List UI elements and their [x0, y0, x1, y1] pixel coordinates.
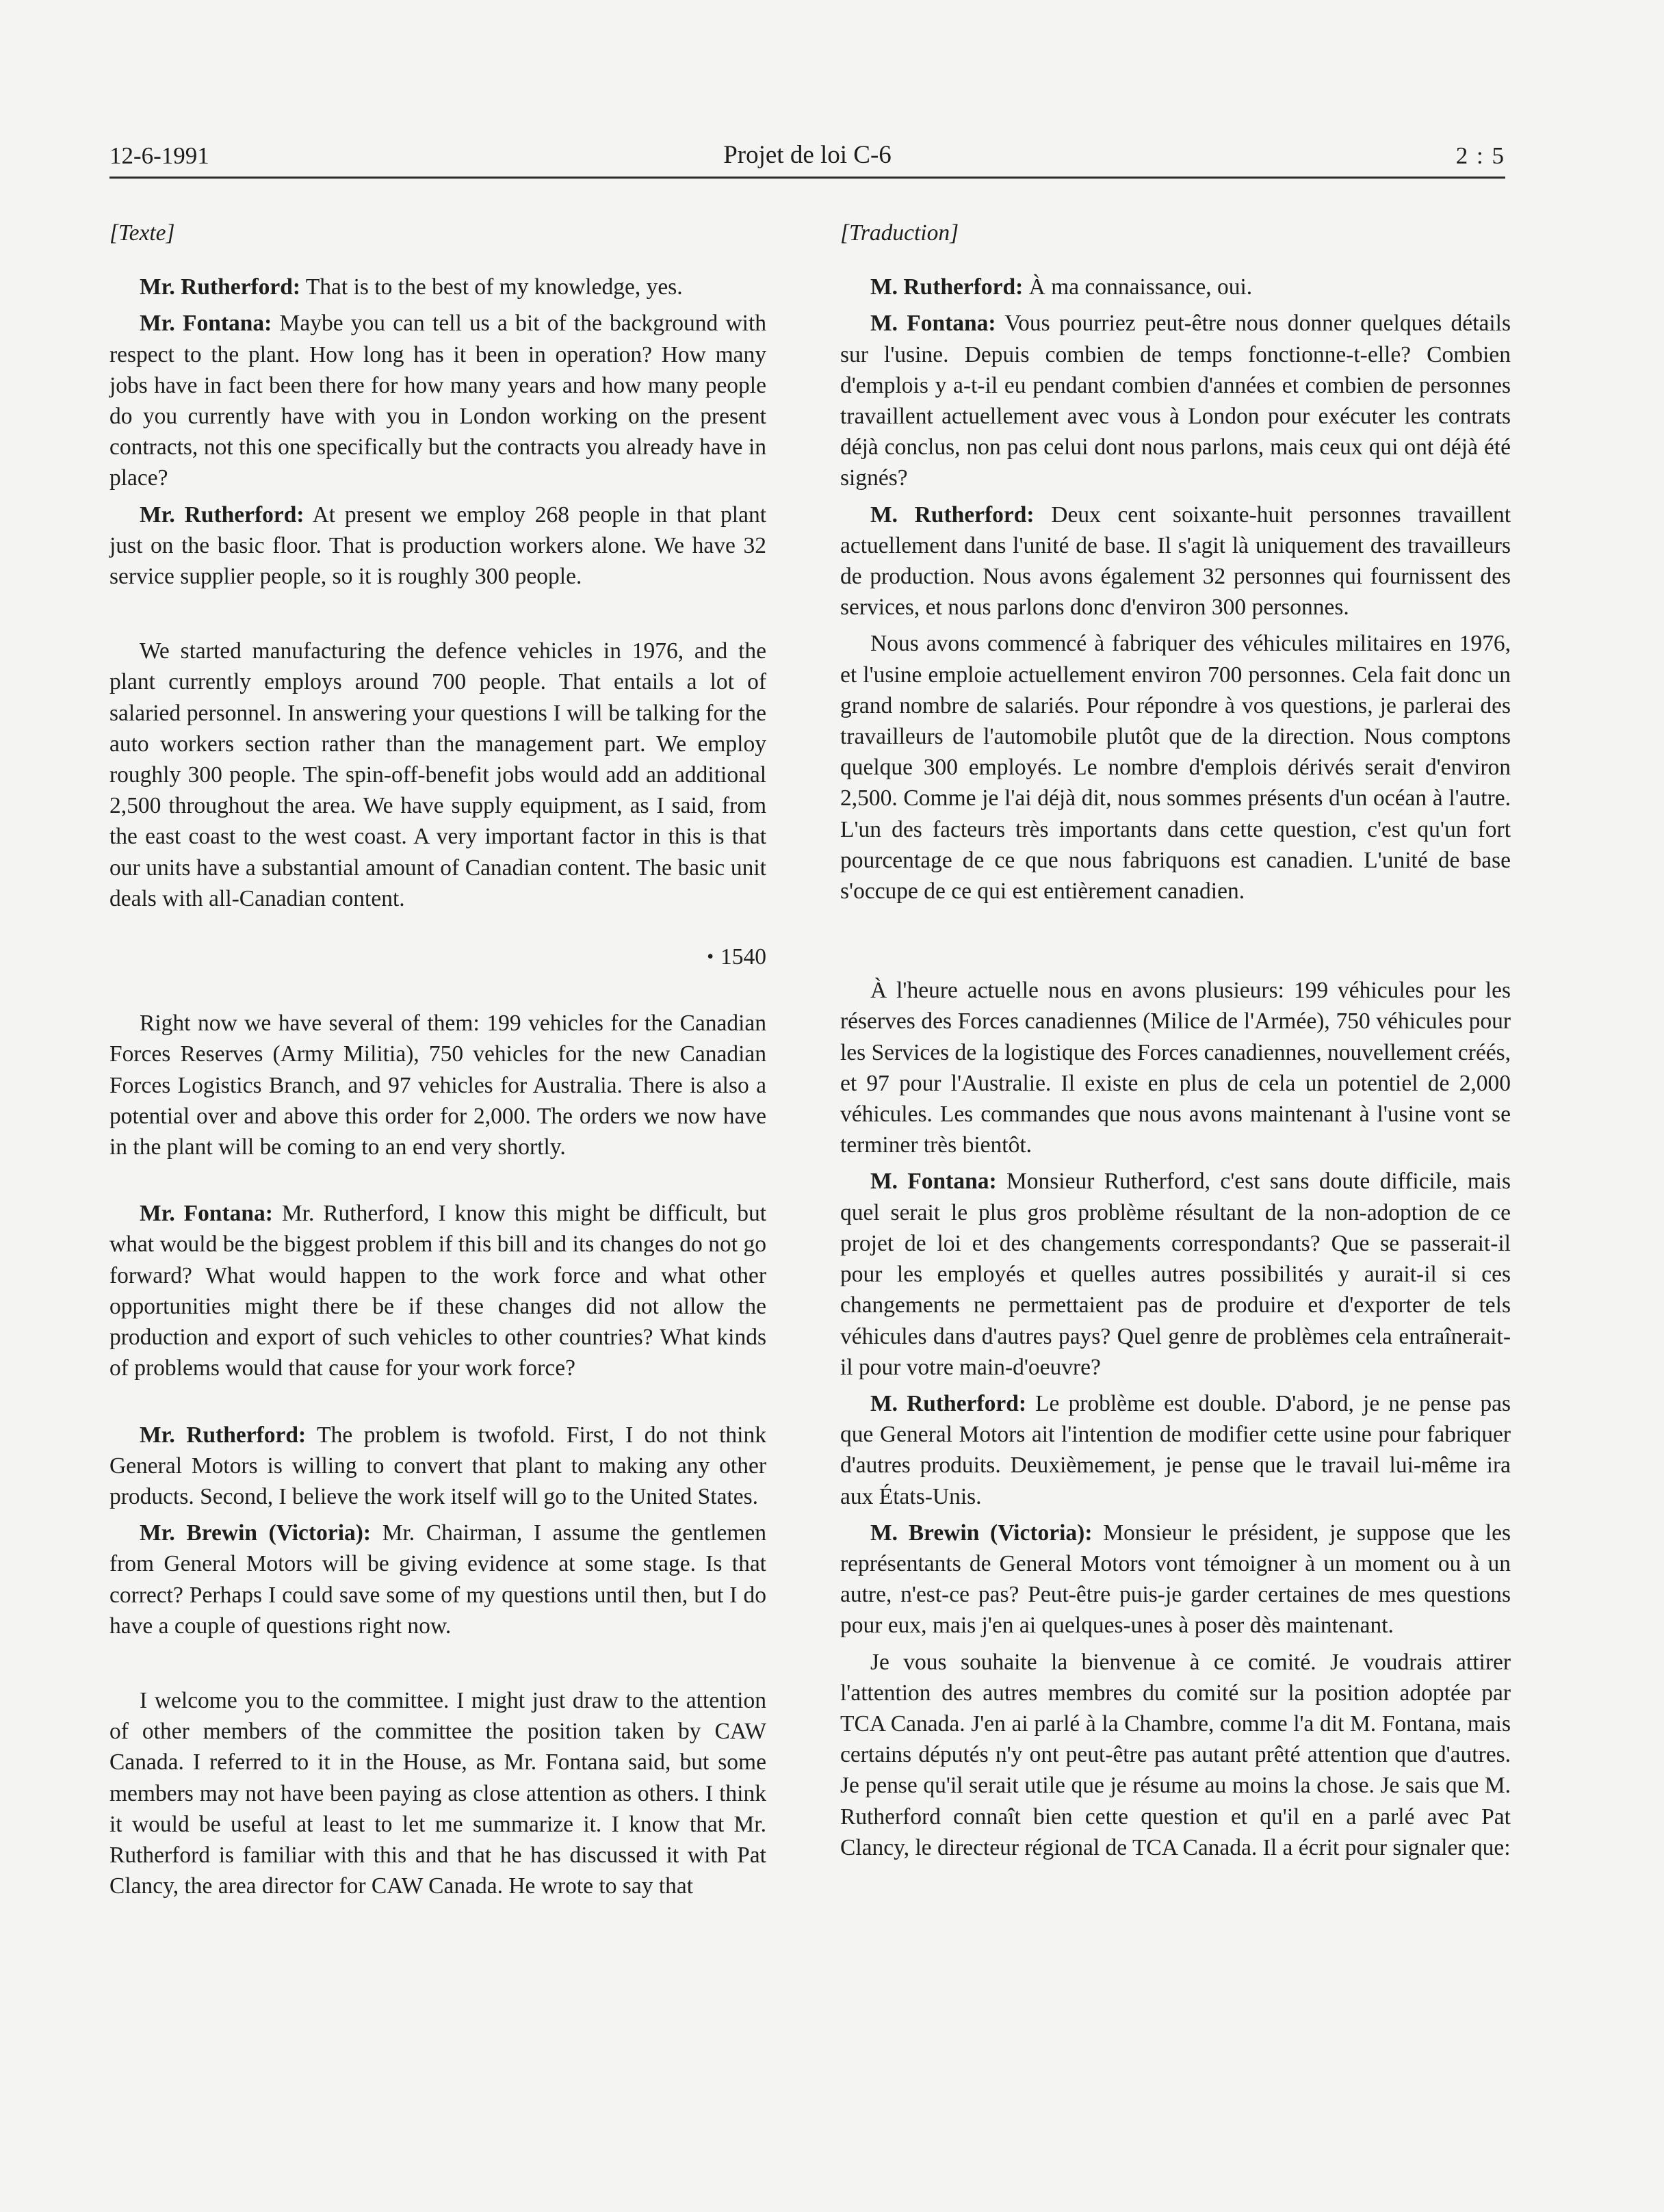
paragraph: I welcome you to the committee. I might just draw to the attention of other members of the committee the position taken by CAW Canada. I referred to it in the House, as Mr. Fontana said, but some members may not have been paying as close attention as others. I think it would be useful at least to let me summarize it. I know that Mr. Rutherford is familiar with this and that he has discussed it with Pat Clancy, the area director for CAW Canada. He wrote to say that — [109, 1687, 766, 1899]
paragraph: À l'heure actuelle nous en avons plusieurs: 199 véhicules pour les réserves des Forces canadiennes (Milice de l'Armée), 750 véhicules pour les Services de la logistique des Forces canadiennes, nouvellement créés, et 97 pour l'Australie. Il existe en plus de cela un potentiel de 2,000 véhicules. Les commandes que nous avons maintenant à l'usine vont se terminer très bientôt. — [840, 978, 1511, 1158]
paragraph: M. Rutherford: Deux cent soixante-huit personnes travaillent actuellement dans l'unité de base. Il s'agit là uniquement des travailleurs de production. Nous avons également 32 personnes qui fournissent des services, et nous parlons donc d'environ 300 personnes. — [840, 502, 1511, 621]
speaker-name: Mr. Fontana: — [140, 311, 272, 337]
speaker-name: M. Rutherford: — [870, 274, 1024, 300]
paragraph: We started manufacturing the defence vehicles in 1976, and the plant currently employs around 700 people. That entails a lot of salaried personnel. In answering your questions I will be talking for the auto workers section rather than the management part. We employ roughly 300 people. The spin-off-benefit jobs would add an additional 2,500 throughout the area. We have supply equipment, as I said, from the east coast to the west coast. A very important factor in this is that our units have a substantial amount of Canadian content. The basic unit deals with all-Canadian content. — [109, 638, 766, 911]
speaker-name: M. Fontana: — [870, 1169, 997, 1195]
english-column — [109, 218, 766, 1907]
paragraph: M. Fontana: Vous pourriez peut-être nous donner quelques détails sur l'usine. Depuis combien de temps fonctionne-t-elle? Combien d'emplois y a-t-il eu pendant combien d'années et combien de personnes travaillent actuellement avec vous à London pour exécuter les contrats déjà conclus, non pas celui dont nous parlons, mais ceux qui ont déjà été signés? — [840, 311, 1511, 491]
speaker-name: Mr. Brewin (Victoria): — [140, 1520, 372, 1546]
paragraph: Mr. Fontana: Mr. Rutherford, I know this might be difficult, but what would be the biggest problem if this bill and its changes do not go forward? What would happen to the work force and what other opportunities might there be if these changes did not allow the production and export of such vehicles to other countries? What kinds of problems would that cause for your work force? — [109, 1201, 766, 1381]
paragraph: Mr. Rutherford: At present we employ 268 people in that plant just on the basic floor. That is production workers alone. We have 32 service supplier people, so it is roughly 300 people. — [109, 502, 766, 590]
time-marker-value: 1540 — [720, 944, 766, 970]
header-page-number: 2 : 5 — [1455, 142, 1505, 169]
time-marker — [109, 941, 766, 972]
paragraph: Je vous souhaite la bienvenue à ce comité. Je voudrais attirer l'attention des autres membres du comité sur la position adoptée par TCA Canada. J'en ai parlé à la Chambre, comme l'a dit M. Fontana, mais certains députés n'y ont peut-être pas autant prêté attention que d'autres. Je pense qu'il serait utile que je résume au moins la chose. Je sais que M. Rutherford connaît bien cette question et qu'il en a parlé avec Pat Clancy, le directeur régional de TCA Canada. Il a écrit pour signaler que: — [840, 1649, 1511, 1860]
header-rule — [109, 177, 1505, 179]
header-title: Projet de loi C-6 — [723, 141, 892, 169]
column-heading-traduction: [Traduction] — [840, 220, 959, 246]
speaker-name: Mr. Rutherford: — [140, 502, 304, 528]
speaker-name: Mr. Fontana: — [140, 1201, 273, 1227]
column-heading-texte: [Texte] — [109, 220, 175, 246]
paragraph: Mr. Rutherford: That is to the best of my knowledge, yes. — [140, 274, 683, 300]
speaker-name: M. Rutherford: — [870, 1390, 1026, 1416]
french-column — [840, 218, 1511, 1869]
paragraph: Mr. Fontana: Maybe you can tell us a bit of the background with respect to the plant. How long has it been in operation? How many jobs have in fact been there for how many years and how many people do you currently have with you in London working on the present contracts, not this one specifically but the contracts you already have in place? — [109, 311, 766, 491]
speaker-name: M. Fontana: — [870, 311, 996, 337]
paragraph: M. Rutherford: Le problème est double. D'abord, je ne pense pas que General Motors ait l'intention de modifier cette usine pour fabriquer d'autres produits. Deuxièmement, je pense que le travail lui-même ira aux États-Unis. — [840, 1390, 1511, 1509]
paragraph: M. Brewin (Victoria): Monsieur le président, je suppose que les représentants de General Motors vont témoigner à un moment ou à un autre, n'est-ce pas? Peut-être puis-je garder certaines de mes questions pour eux, mais j'en ai quelques-unes à poser dès maintenant. — [840, 1520, 1511, 1639]
speaker-name: Mr. Rutherford: — [140, 1422, 307, 1448]
paragraph: Mr. Rutherford: The problem is twofold. First, I do not think General Motors is willing to convert that plant to making any other products. Second, I believe the work itself will go to the United States. — [109, 1422, 766, 1509]
paragraph: Mr. Brewin (Victoria): Mr. Chairman, I assume the gentlemen from General Motors will be giving evidence at some stage. Is that correct? Perhaps I could save some of my questions until then, but I do have a couple of questions right now. — [109, 1520, 766, 1639]
bullet-icon: • — [707, 946, 714, 968]
page-header — [109, 135, 1505, 174]
speaker-name: Mr. Rutherford: — [140, 274, 301, 300]
paragraph: Right now we have several of them: 199 vehicles for the Canadian Forces Reserves (Army Militia), 750 vehicles for the new Canadian Forces Logistics Branch, and 97 vehicles for Australia. There is also a potential over and above this order for 2,000. The orders we now have in the plant will be coming to an end very shortly. — [109, 1011, 766, 1160]
speaker-name: M. Rutherford: — [870, 502, 1035, 528]
paragraph: M. Fontana: Monsieur Rutherford, c'est sans doute difficile, mais quel serait le plus gros problème résultant de la non-adoption de ce projet de loi et des changements correspondants? Que se passerait-il pour les employés et quelles autres possibilités y aurait-il si ces changements ne permettaient pas de produire et d'exporter de tels véhicules dans d'autres pays? Quel genre de problèmes cela entraînerait-il pour votre main-d'oeuvre? — [840, 1169, 1511, 1380]
speaker-name: M. Brewin (Victoria): — [870, 1520, 1093, 1546]
header-date: 12-6-1991 — [109, 142, 209, 169]
paragraph: M. Rutherford: À ma connaissance, oui. — [870, 274, 1253, 300]
paragraph: Nous avons commencé à fabriquer des véhicules militaires en 1976, et l'usine emploie actuellement environ 700 personnes. Cela fait donc un grand nombre de salariés. Pour répondre à vos questions, je parlerai des travailleurs de l'automobile plutôt que de la direction. Nous comptons quelque 300 employés. Le nombre d'emplois dérivés serait d'environ 2,500. Comme je l'ai déjà dit, nous sommes présents d'un océan à l'autre. L'un des facteurs très importants dans cette question, c'est qu'un fort pourcentage de ce que nous fabriquons est canadien. L'unité de base s'occupe de ce qui est entièrement canadien. — [840, 631, 1511, 905]
